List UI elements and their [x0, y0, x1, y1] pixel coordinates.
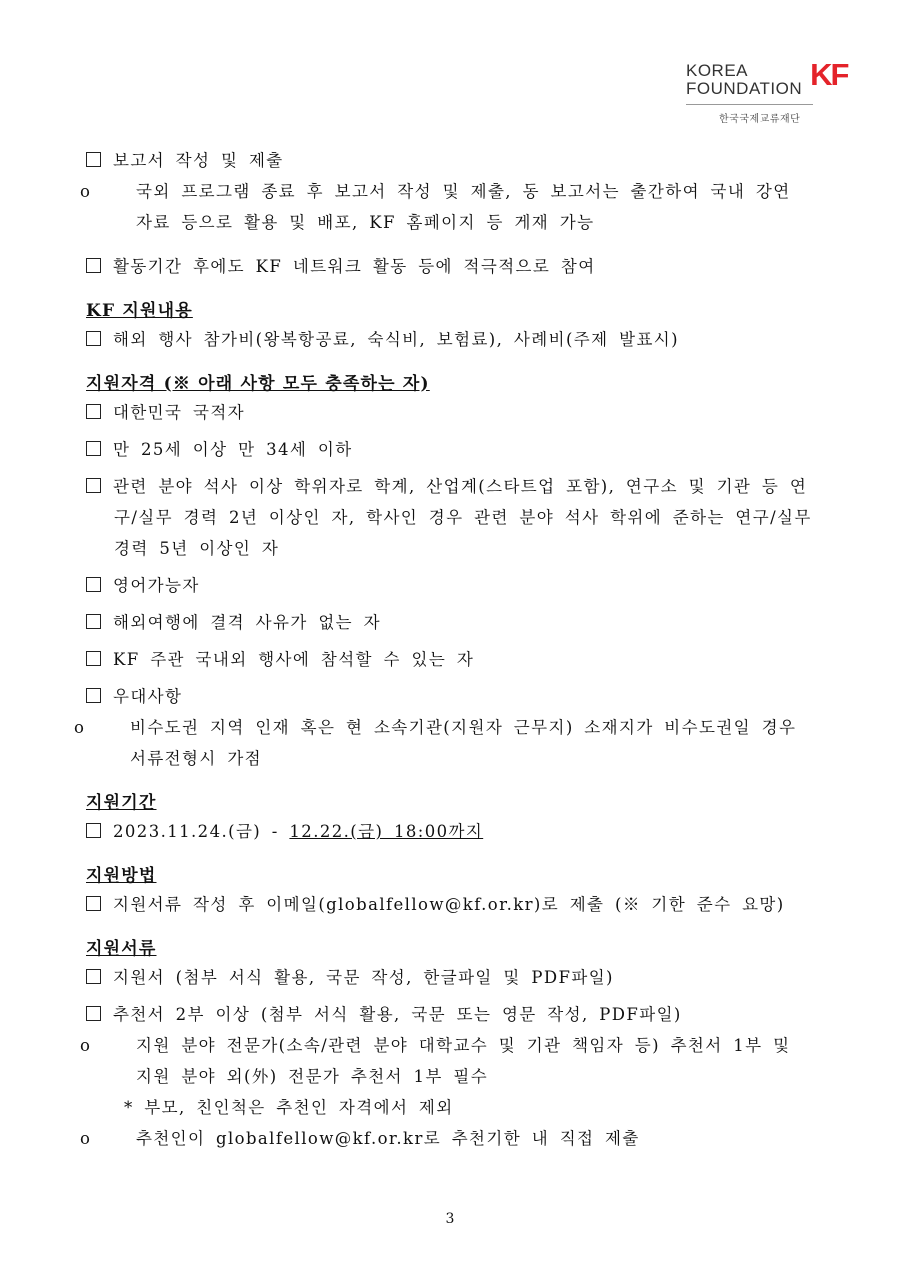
page-number: 3 [445, 1211, 455, 1227]
checkbox-icon [86, 896, 101, 911]
network-item: 활동기간 후에도 KF 네트워크 활동 등에 적극적으로 참여 [86, 251, 816, 282]
documents-sub: o 지원 분야 전문가(소속/관련 분야 대학교수 및 기관 책임자 등) 추천서 1부 및 지원 분야 외(外) 전문가 추천서 1부 필수 [86, 1030, 816, 1092]
checkbox-icon [86, 404, 101, 419]
checkbox-icon [86, 651, 101, 666]
report-item: 보고서 작성 및 제출 [86, 145, 816, 176]
eligibility-item: 해외여행에 결격 사유가 없는 자 [86, 607, 816, 638]
period-heading: 지원기간 [86, 793, 157, 813]
preference-sub: o 비수도권 지역 인재 혹은 현 소속기관(지원자 근무지) 소재지가 비수도권일 경우 서류전형시 가점 [86, 712, 816, 774]
document-body [74, 145, 816, 1154]
checkbox-icon [86, 258, 101, 273]
checkbox-icon [86, 441, 101, 456]
kf-mark-icon: KF [810, 57, 848, 92]
period-separator: - [261, 822, 290, 841]
checkbox-icon [86, 152, 101, 167]
checkbox-icon [86, 614, 101, 629]
documents-item: 추천서 2부 이상 (첨부 서식 활용, 국문 또는 영문 작성, PDF파일) [86, 999, 816, 1030]
logo-wordmark: KOREA FOUNDATION [686, 61, 803, 98]
documents-heading: 지원서류 [86, 939, 157, 959]
checkbox-icon [86, 688, 101, 703]
bullet-circle-icon: o [80, 1036, 92, 1055]
support-item: 해외 행사 참가비(왕복항공료, 숙식비, 보험료), 사례비(주제 발표시) [86, 324, 816, 355]
checkbox-icon [86, 1006, 101, 1021]
method-heading: 지원방법 [86, 866, 157, 886]
documents-note: * 부모, 친인척은 추천인 자격에서 제외 [124, 1098, 454, 1117]
korea-foundation-logo [686, 57, 848, 125]
checkbox-icon [86, 823, 101, 838]
method-item: 지원서류 작성 후 이메일(globalfellow@kf.or.kr)로 제출 (※ 기한 준수 요망) [86, 889, 816, 920]
checkbox-icon [86, 577, 101, 592]
eligibility-item: 우대사항 [86, 681, 816, 712]
report-sub: o 국외 프로그램 종료 후 보고서 작성 및 제출, 동 보고서는 출간하여 국내 강연 자료 등으로 활용 및 배포, KF 홈페이지 등 게재 가능 [86, 176, 816, 238]
checkbox-icon [86, 478, 101, 493]
documents-item: 지원서 (첨부 서식 활용, 국문 작성, 한글파일 및 PDF파일) [86, 962, 816, 993]
eligibility-item: 관련 분야 석사 이상 학위자로 학계, 산업계(스타트업 포함), 연구소 및 기관 등 연구/실무 경력 2년 이상인 자, 학사인 경우 관련 분야 석사 학위에 준하는 연구/실무 경력 5년 이상인 자 [86, 471, 816, 564]
eligibility-item: KF 주관 국내외 행사에 참석할 수 있는 자 [86, 644, 816, 675]
logo-divider [686, 104, 813, 105]
eligibility-item: 영어가능자 [86, 570, 816, 601]
documents-sub: o 추천인이 globalfellow@kf.or.kr로 추천기한 내 직접 제출 [86, 1123, 816, 1154]
period-start: 2023.11.24.(금) [113, 822, 262, 841]
eligibility-item: 대한민국 국적자 [86, 397, 816, 428]
period-end: 12.22.(금) 18:00까지 [289, 822, 484, 841]
bullet-circle-icon: o [80, 182, 92, 201]
period-item [86, 816, 816, 847]
checkbox-icon [86, 969, 101, 984]
logo-korean-name: 한국국제교류재단 [719, 114, 801, 125]
support-heading: KF 지원내용 [86, 301, 193, 321]
checkbox-icon [86, 331, 101, 346]
eligibility-heading: 지원자격 (※ 아래 사항 모두 충족하는 자) [86, 374, 430, 394]
bullet-circle-icon: o [80, 1129, 92, 1148]
eligibility-item: 만 25세 이상 만 34세 이하 [86, 434, 816, 465]
bullet-circle-icon: o [74, 718, 86, 737]
